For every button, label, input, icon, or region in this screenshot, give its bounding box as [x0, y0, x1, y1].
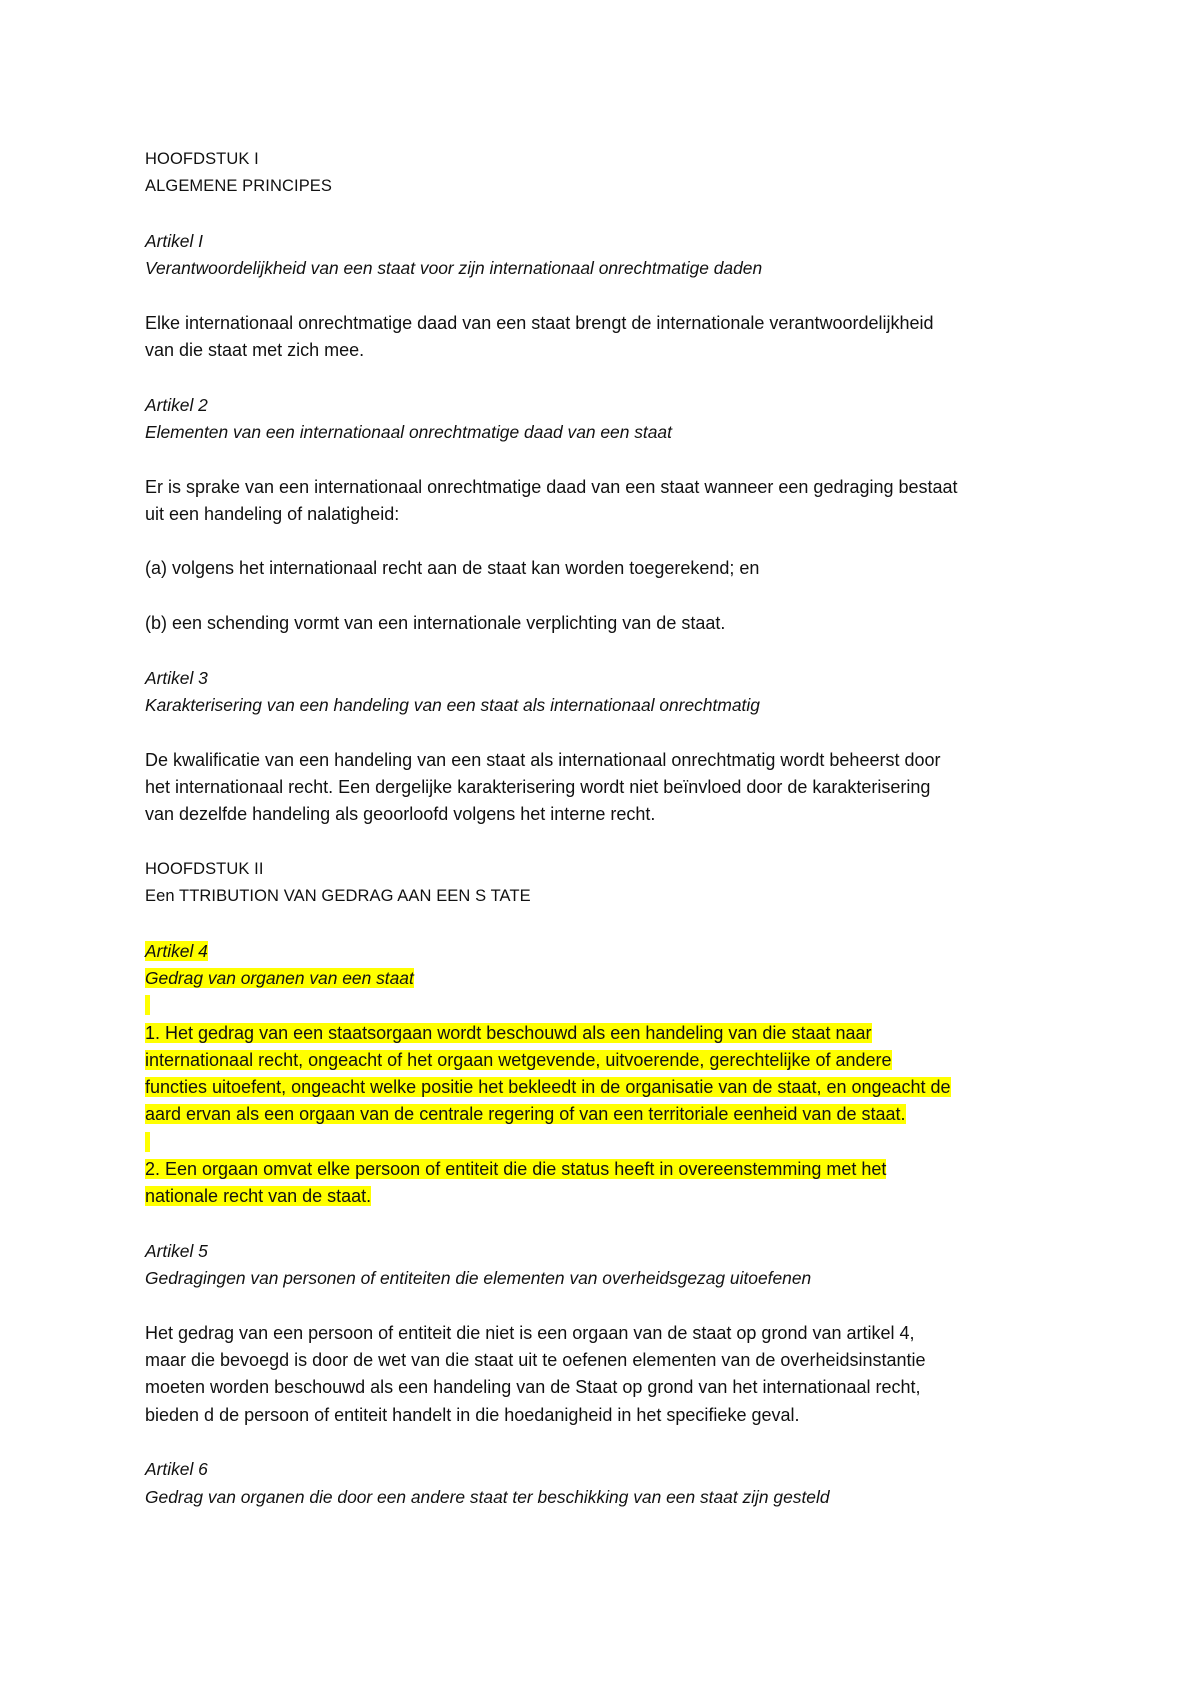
article-5-body-line: maar die bevoegd is door de wet van die staat uit te oefenen elementen van de overheidsinstantie — [145, 1350, 926, 1371]
chapter-2-heading: HOOFDSTUK II — [145, 859, 264, 878]
article-5-title: Gedragingen van personen of entiteiten die elementen van overheidsgezag uitoefenen — [145, 1268, 812, 1289]
highlighted-text: 2. Een orgaan omvat elke persoon of entiteit die die status heeft in overeenstemming met het — [145, 1158, 887, 1179]
article-2-body-line: uit een handeling of nalatigheid: — [145, 503, 400, 524]
article-1-body-line: van die staat met zich mee. — [145, 340, 365, 361]
article-4-title — [145, 965, 1075, 992]
article-4-para-1-line — [145, 1020, 1075, 1047]
highlighted-blank-line — [145, 1129, 1075, 1156]
article-3-body-line: van dezelfde handeling als geoorloofd volgens het interne recht. — [145, 804, 656, 825]
spacer — [145, 583, 1075, 610]
highlighted-text: nationale recht van de staat. — [145, 1186, 372, 1207]
article-4-para-2-line — [145, 1183, 1075, 1210]
spacer — [145, 828, 1075, 855]
spacer — [145, 637, 1075, 664]
highlighted-text: aard ervan als een orgaan van de centrale regering of van een territoriale eenheid van de staat. — [145, 1104, 906, 1125]
article-6-label: Artikel 6 — [145, 1459, 208, 1480]
spacer — [145, 282, 1075, 309]
article-3-title: Karakterisering van een handeling van een staat als internationaal onrechtmatig — [145, 694, 760, 715]
highlighted-text: Artikel 4 — [145, 940, 208, 961]
highlighted-text — [145, 995, 150, 1015]
document-page — [145, 146, 1075, 1511]
article-5-body-line: moeten worden beschouwd als een handeling van de Staat op grond van het internationaal recht, — [145, 1377, 921, 1398]
article-4-para-1-line — [145, 1074, 1075, 1101]
article-4-para-1-line — [145, 1047, 1075, 1074]
article-3-body-line: het internationaal recht. Een dergelijke karakterisering wordt niet beïnvloed door de karakterisering — [145, 776, 931, 797]
highlighted-text: functies uitoefent, ongeacht welke positie het bekleedt in de organisatie van de staat, en ongeacht de — [145, 1077, 951, 1098]
article-5-body-line: Het gedrag van een persoon of entiteit die niet is een orgaan van de staat op grond van artikel 4, — [145, 1322, 915, 1343]
highlighted-text: internationaal recht, ongeacht of het orgaan wetgevende, uitvoerende, gerechtelijke of andere — [145, 1049, 892, 1070]
article-2-body-line: Er is sprake van een internationaal onrechtmatige daad van een staat wanneer een gedraging bestaat — [145, 476, 958, 497]
spacer — [145, 364, 1075, 391]
spacer — [145, 1429, 1075, 1456]
spacer — [145, 446, 1075, 473]
article-2-label: Artikel 2 — [145, 394, 208, 415]
highlighted-text: 1. Het gedrag van een staatsorgaan wordt beschouwd als een handeling van die staat naar — [145, 1022, 872, 1043]
spacer — [145, 719, 1075, 746]
article-4-label — [145, 938, 1075, 965]
spacer — [145, 528, 1075, 555]
article-5-label: Artikel 5 — [145, 1240, 208, 1261]
article-4-para-2-line — [145, 1156, 1075, 1183]
article-6-title: Gedrag van organen die door een andere staat ter beschikking van een staat zijn gesteld — [145, 1486, 830, 1507]
spacer — [145, 910, 1075, 937]
article-3-label: Artikel 3 — [145, 667, 208, 688]
chapter-1-subheading: ALGEMENE PRINCIPES — [145, 177, 333, 196]
article-2-item-b: (b) een schending vormt van een internationale verplichting van de staat. — [145, 613, 726, 634]
highlighted-blank-line — [145, 992, 1075, 1019]
article-4-para-1-line — [145, 1101, 1075, 1128]
spacer — [145, 1211, 1075, 1238]
article-2-item-a: (a) volgens het internationaal recht aan de staat kan worden toegerekend; en — [145, 558, 760, 579]
article-5-body-line: bieden d de persoon of entiteit handelt in die hoedanigheid in het specifieke geval. — [145, 1404, 800, 1425]
article-2-title: Elementen van een internationaal onrechtmatige daad van een staat — [145, 421, 672, 442]
spacer — [145, 201, 1075, 228]
highlighted-text — [145, 1132, 150, 1152]
highlighted-text: Gedrag van organen van een staat — [145, 967, 414, 988]
chapter-2-subheading: Een TTRIBUTION VAN GEDRAG AAN EEN S TATE — [145, 887, 531, 906]
spacer — [145, 1292, 1075, 1319]
article-1-title: Verantwoordelijkheid van een staat voor zijn internationaal onrechtmatige daden — [145, 258, 763, 279]
article-1-label: Artikel I — [145, 230, 203, 251]
article-1-body-line: Elke internationaal onrechtmatige daad van een staat brengt de internationale verantwoordelijkheid — [145, 312, 934, 333]
article-3-body-line: De kwalificatie van een handeling van een staat als internationaal onrechtmatig wordt beheerst door — [145, 749, 941, 770]
chapter-1-heading: HOOFDSTUK I — [145, 150, 259, 168]
